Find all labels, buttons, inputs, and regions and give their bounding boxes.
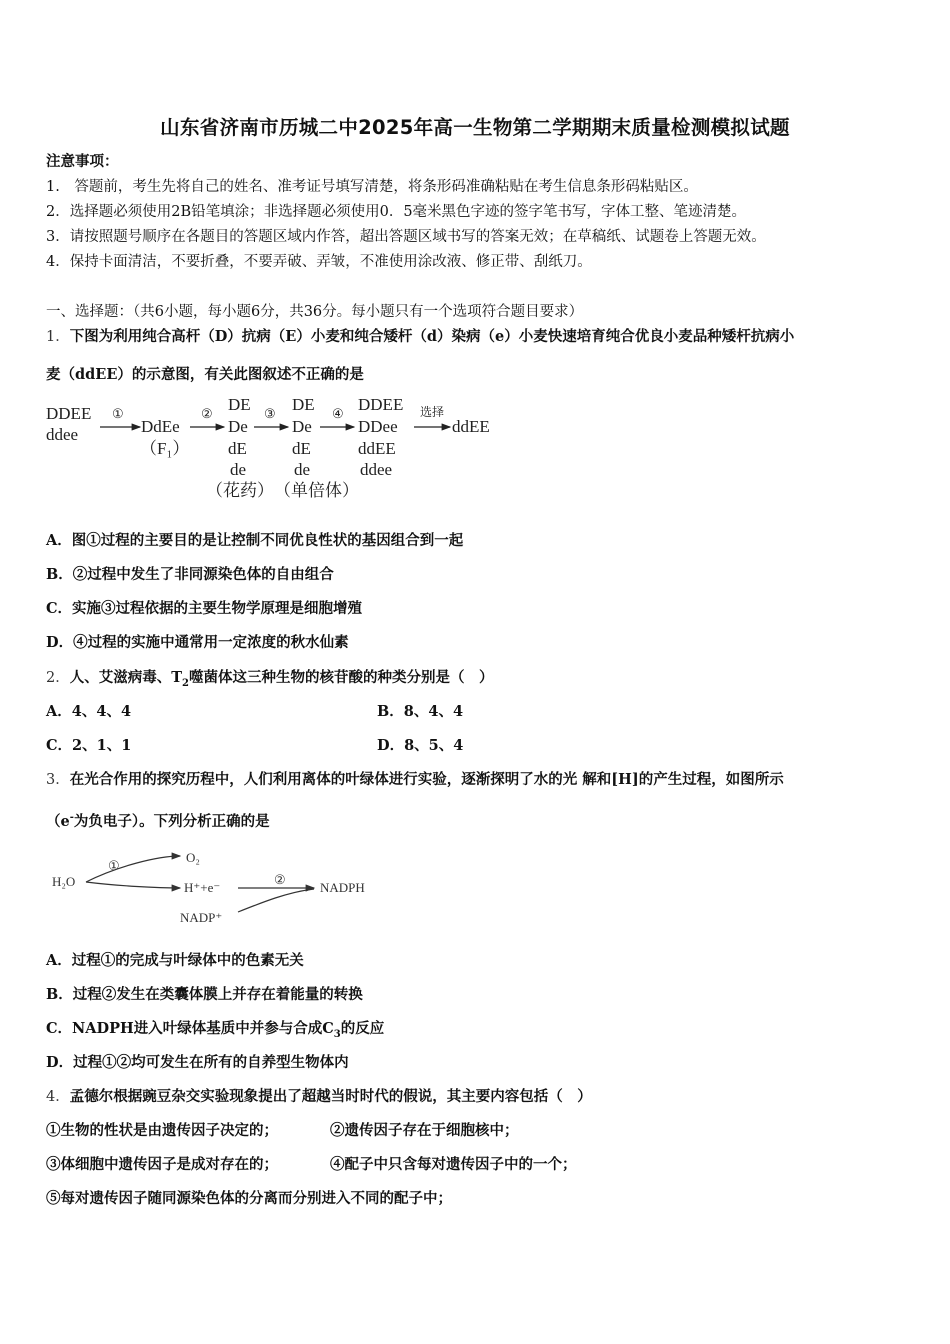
- option: [377, 736, 463, 756]
- arrow: [86, 882, 180, 888]
- oxygen-label: O₂: [186, 850, 200, 865]
- gamete: De: [228, 417, 248, 436]
- haploid: de: [294, 460, 311, 479]
- statement: ④配子中只含每对遗传因子中的一个；: [330, 1156, 577, 1173]
- option-label: B．: [46, 566, 73, 583]
- option-label: D．: [46, 634, 74, 651]
- option-label: C．: [46, 1020, 73, 1037]
- option: [46, 599, 362, 619]
- option: [46, 633, 349, 653]
- arrow: [86, 856, 180, 882]
- question-number: 4．: [46, 1089, 70, 1105]
- option-label: A．: [46, 532, 72, 549]
- diploid: ddee: [360, 460, 393, 479]
- superscript: -: [69, 812, 74, 823]
- question-text: （e: [46, 812, 70, 830]
- option-text: 过程①②均可发生在所有的自养型生物体内: [73, 1054, 349, 1071]
- option-text: 4、4、4: [71, 703, 132, 720]
- option: [46, 1053, 349, 1073]
- nadph-label: NADPH: [320, 880, 365, 895]
- option-label: D．: [46, 1054, 74, 1071]
- step-label: ②: [201, 406, 213, 421]
- question-text: 孟德尔根据豌豆杂交实验现象提出了超越当时时代的假说，其主要内容包括（ ）: [69, 1088, 592, 1105]
- parent-genotype: DDEE: [46, 404, 92, 423]
- question-3-stem-line2: [46, 808, 270, 832]
- question-2-stem: [46, 668, 494, 694]
- option: [46, 702, 131, 722]
- question-number: 1．: [46, 329, 70, 345]
- option: [46, 736, 131, 756]
- gamete: DE: [228, 395, 251, 414]
- notice-item: 3．请按照题号顺序在各题目的答题区域内作答，超出答题区域书写的答案无效；在草稿纸、试题卷上答题无效。: [46, 229, 766, 245]
- diploid: DDEE: [358, 395, 404, 414]
- step-label: ④: [332, 406, 344, 421]
- hplus-label: H⁺+e⁻: [184, 880, 221, 895]
- question-text: 在光合作用的探究历程中，人们利用离体的叶绿体进行实验，逐渐探明了水的光 解和[H]的产生过程，如图所示: [69, 771, 784, 788]
- notice-heading: 注意事项：: [46, 153, 119, 170]
- question-number: 3．: [46, 772, 70, 788]
- arrow: [238, 889, 314, 912]
- gametes-label: （花药）: [206, 481, 274, 500]
- notice-item: 4．保持卡面清洁，不要折叠，不要弄破、弄皱，不准使用涂改液、修正带、刮纸刀。: [46, 254, 592, 270]
- subscript: 2: [182, 677, 189, 689]
- option-text: NADPH进入叶绿体基质中并参与合成C: [72, 1020, 334, 1037]
- gamete: de: [230, 460, 247, 479]
- gamete: dE: [228, 439, 247, 458]
- question-number: 2．: [46, 670, 70, 686]
- section-heading: 一、选择题：（共6小题，每小题6分，共36分。每小题只有一个选项符合题目要求）: [46, 304, 584, 320]
- option: [46, 531, 463, 551]
- option-text: 8、4、4: [403, 703, 464, 720]
- diploid: DDee: [358, 417, 398, 436]
- option-text: 实施③过程依据的主要生物学原理是细胞增殖: [72, 600, 363, 617]
- option-text: ②过程中发生了非同源染色体的自由组合: [72, 566, 334, 583]
- option-label: B．: [46, 986, 73, 1003]
- question-text: 人、艾滋病毒、T: [69, 669, 183, 686]
- step-label: ①: [112, 406, 124, 421]
- question-text: 噬菌体这三种生物的核苷酸的种类分别是（ ）: [189, 669, 494, 686]
- question-1-stem: [46, 327, 794, 347]
- option-label: B．: [377, 703, 404, 720]
- step-label: ②: [274, 872, 286, 887]
- question-3-stem: [46, 770, 784, 790]
- option-text: 过程②发生在类囊体膜上并存在着能量的转换: [72, 986, 363, 1003]
- breeding-diagram: [44, 392, 514, 504]
- subscript: 3: [333, 1028, 341, 1040]
- notice-item: 2．选择题必须使用2B铅笔填涂；非选择题必须使用0．5毫米黑色字迹的签字笔书写，字体工整、笔迹清楚。: [46, 204, 747, 220]
- water-label: H₂O: [52, 874, 76, 889]
- photolysis-diagram: [48, 846, 388, 930]
- statement: ③体细胞中遗传因子是成对存在的；: [46, 1156, 278, 1173]
- select-label: 选择: [420, 405, 445, 419]
- result-genotype: ddEE: [452, 417, 490, 436]
- question-4-stem: [46, 1087, 592, 1107]
- option-text: 2、1、1: [72, 737, 132, 754]
- f1-genotype: DdEe: [141, 417, 180, 436]
- haploid: De: [292, 417, 312, 436]
- parent-genotype: ddee: [46, 425, 79, 444]
- statement: ①生物的性状是由遗传因子决定的；: [46, 1122, 278, 1139]
- haploid: DE: [292, 395, 315, 414]
- option-text: ④过程的实施中通常用一定浓度的秋水仙素: [73, 634, 349, 651]
- haploids-label: （单倍体）: [274, 481, 359, 500]
- option-text: 过程①的完成与叶绿体中的色素无关: [71, 952, 304, 969]
- step-label: ③: [264, 406, 276, 421]
- f1-label: （F₁）: [140, 439, 190, 458]
- option: [46, 985, 363, 1005]
- option-label: D．: [377, 737, 405, 754]
- statement: ②遗传因子存在于细胞核中；: [330, 1122, 519, 1139]
- option-text: 8、5、4: [404, 737, 464, 754]
- diploid: ddEE: [358, 439, 396, 458]
- page-title: 山东省济南市历城二中2025年高一生物第二学期期末质量检测模拟试题: [160, 116, 790, 139]
- option-label: A．: [46, 952, 72, 969]
- option: [46, 1019, 384, 1045]
- option: [377, 702, 463, 722]
- step-label: ①: [108, 858, 120, 873]
- nadp-label: NADP⁺: [180, 910, 223, 925]
- option-label: C．: [46, 737, 73, 754]
- question-text: 为负电子）。下列分析正确的是: [73, 812, 270, 830]
- option: [46, 951, 304, 971]
- option-label: C．: [46, 600, 73, 617]
- haploid: dE: [292, 439, 311, 458]
- option: [46, 565, 334, 585]
- option-text: 的反应: [340, 1020, 385, 1037]
- question-1-stem-line2: 麦（ddEE）的示意图，有关此图叙述不正确的是: [46, 366, 364, 383]
- option-text: 图①过程的主要目的是让控制不同优良性状的基因组合到一起: [71, 532, 464, 549]
- statement: ⑤每对遗传因子随同源染色体的分离而分别进入不同的配子中；: [46, 1190, 452, 1207]
- question-text: 下图为利用纯合高杆（D）抗病（E）小麦和纯合矮杆（d）染病（e）小麦快速培育纯合优良小麦品种矮杆抗病小: [69, 328, 795, 345]
- option-label: A．: [46, 703, 72, 720]
- notice-item: 1. 答题前，考生先将自己的姓名、准考证号填写清楚，将条形码准确粘贴在考生信息条形码粘贴区。: [46, 179, 698, 195]
